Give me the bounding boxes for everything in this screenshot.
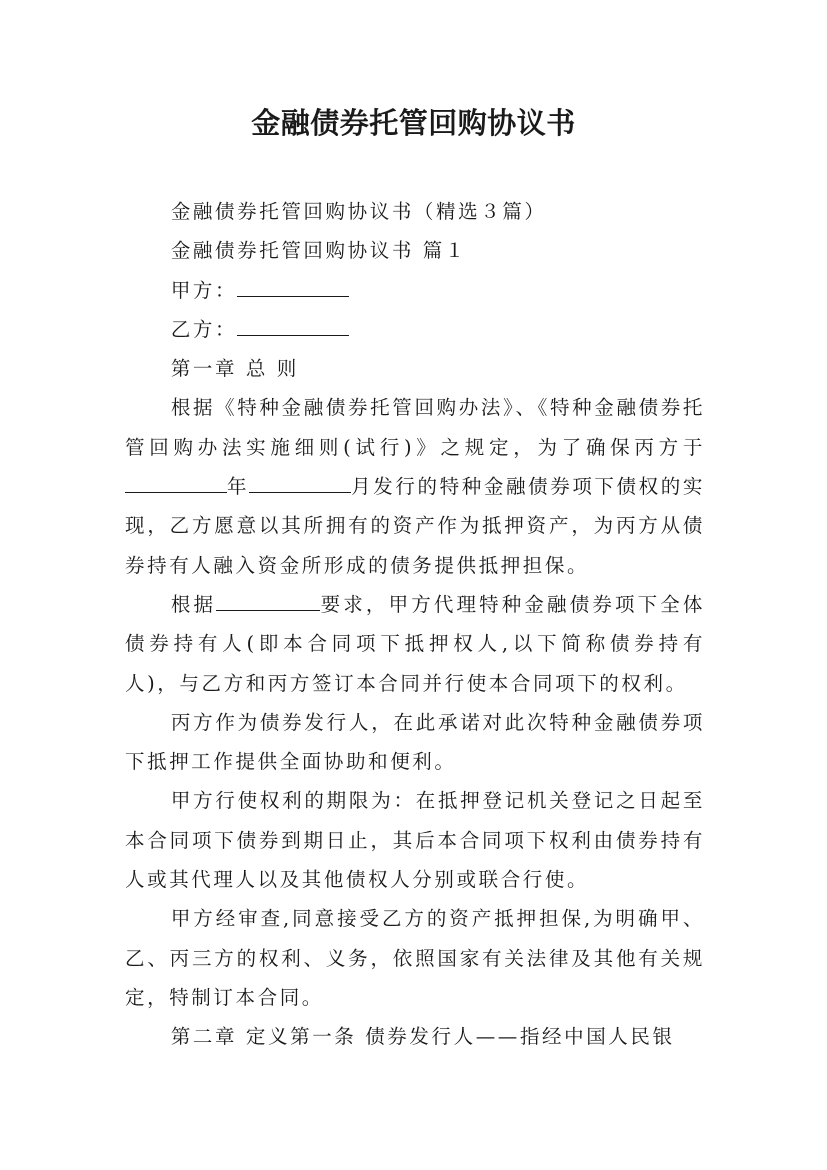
paragraph-2-start: 根据 — [170, 592, 217, 616]
party-a-label: 甲方： — [170, 278, 238, 302]
party-b-label: 乙方： — [170, 317, 238, 341]
paragraph-5: 甲方经审查,同意接受乙方的资产抵押担保,为明确甲、乙、丙三方的权利、义务，依照国家有关法律及其他有关规定，特制订本合同。 — [125, 907, 705, 1009]
party-a-blank — [237, 274, 349, 297]
party-a-line — [125, 271, 705, 310]
year-blank — [125, 470, 227, 493]
chapter-1-heading: 第一章 总 则 — [170, 357, 299, 381]
paragraph-2-end: 要求，甲方代理特种金融债券项下全体债券持有人(即本合同项下抵押权人,以下简称债券持有人)，与乙方和丙方签订本合同并行使本合同项下的权利。 — [125, 592, 706, 695]
chapter-2-line: 第二章 定义第一条 债券发行人——指经中国人民银 — [170, 1025, 675, 1049]
paragraph-2 — [125, 585, 705, 703]
paragraph-1-start: 根据《特种金融债券托管回购办法》、《特种金融债券托管回购办法实施细则(试行)》之规定，为了确保丙方于 — [125, 396, 705, 459]
part-heading: 金融债券托管回购协议书 篇１ — [170, 239, 467, 263]
month-blank — [249, 470, 351, 493]
paragraph-1-end: 月发行的特种金融债券项下债权的实现，乙方愿意以其所拥有的资产作为抵押资产，为丙方从债券持有人融入资金所形成的债务提供抵押担保。 — [125, 475, 705, 577]
document-subtitle: 金融债券托管回购协议书（精选３篇） — [170, 200, 547, 223]
requirement-blank — [216, 588, 320, 611]
party-b-line — [125, 310, 705, 349]
paragraph-3: 丙方作为债券发行人，在此承诺对此次特种金融债券项下抵押工作提供全面协助和便利。 — [125, 710, 705, 774]
paragraph-4: 甲方行使权利的期限为：在抵押登记机关登记之日起至本合同项下债券到期日止，其后本合同项下权利由债券持有人或其代理人以及其他债权人分别或联合行使。 — [125, 789, 705, 892]
party-b-blank — [237, 313, 349, 336]
paragraph-1 — [125, 388, 705, 584]
year-label: 年 — [227, 475, 250, 499]
document-body — [125, 192, 705, 1057]
document-title: 金融债券托管回购协议书 — [251, 106, 576, 140]
